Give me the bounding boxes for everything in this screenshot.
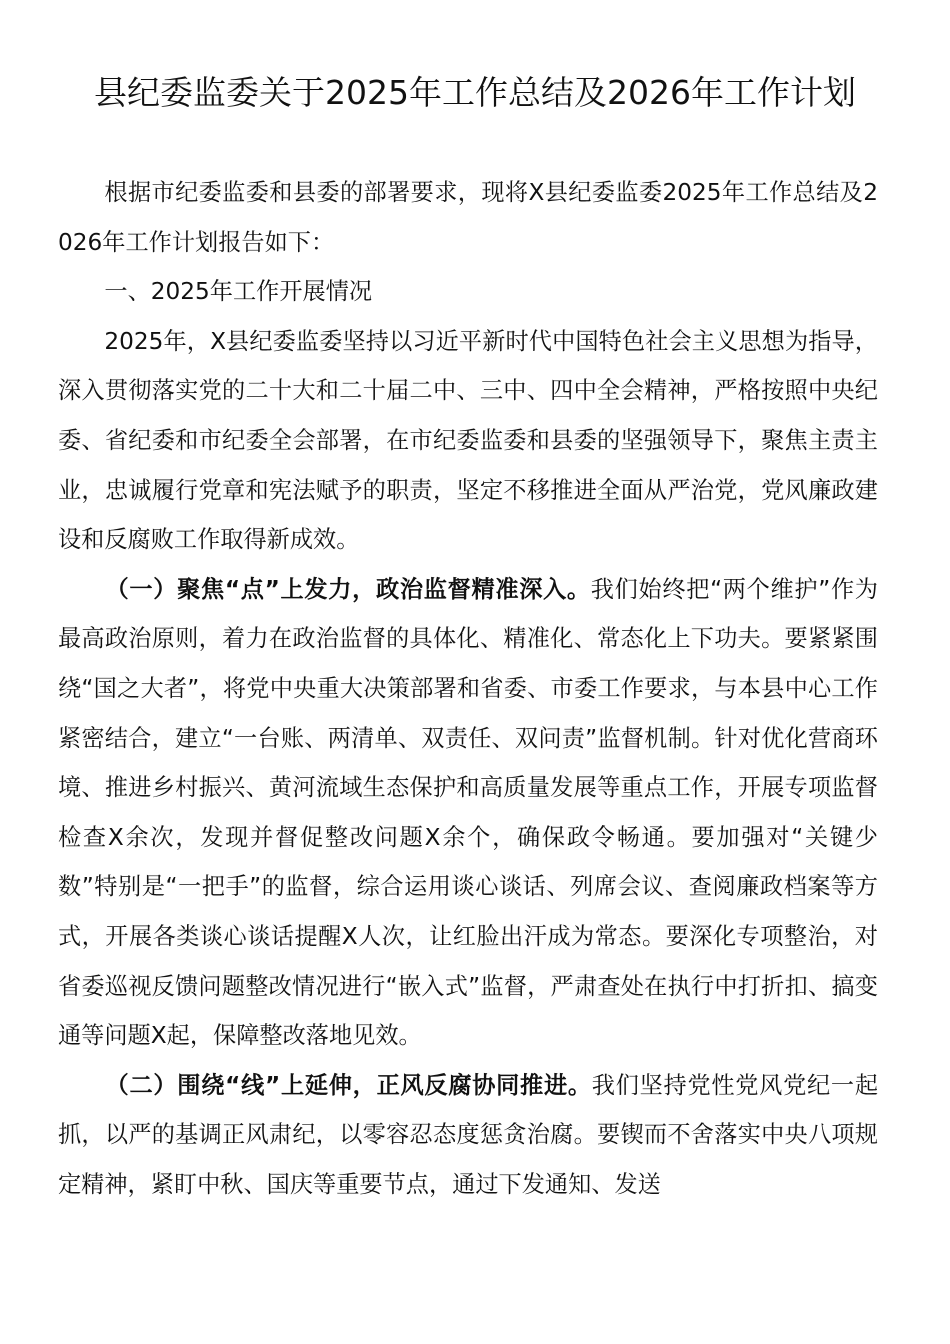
subsection-text-1: 我们始终把“两个维护”作为最高政治原则，着力在政治监督的具体化、精准化、常态化上下功夫。要紧紧围绕“国之大者”，将党中央重大决策部署和省委、市委工作要求，与本县中心工作紧密结合，建立“一台账、两清单、双责任、双问责”监督机制。针对优化营商环境、推进乡村振兴、黄河流域生态保护和高质量发展等重点工作，开展专项监督检查X余次，发现并督促整改问题X余个，确保政令畅通。要加强对“关键少数”特别是“一把手”的监督，综合运用谈心谈话、列席会议、查阅廉政档案等方式，开展各类谈心谈话提醒X人次，让红脸出汗成为常态。要深化专项整治，对省委巡视反馈问题整改情况进行“嵌入式”监督，严肃查处在执行中打折扣、搞变通等问题X起，保障整改落地见效。 <box>58 575 878 1050</box>
section-heading: 一、2025年工作开展情况 <box>104 278 373 306</box>
subsection-paragraph-2 <box>58 1061 878 1210</box>
intro-paragraph: 根据市纪委监委和县委的部署要求，现将X县纪委监委2025年工作总结及2026年工作计划报告如下： <box>58 179 878 256</box>
subsection-text-2: 我们坚持党性党风党纪一起抓，以严的基调正风肃纪，以零容忍态度惩贪治腐。要锲而不舍落实中央八项规定精神，紧盯中秋、国庆等重要节点，通过下发通知、发送 <box>58 1071 879 1198</box>
document-body <box>58 168 878 1209</box>
subsection-paragraph-1 <box>58 565 878 1061</box>
subsection-heading-2: （二）围绕“线”上延伸，正风反腐协同推进。 <box>105 1071 592 1099</box>
body-paragraph: 2025年，X县纪委监委坚持以习近平新时代中国特色社会主义思想为指导，深入贯彻落实党的二十大和二十届二中、三中、四中全会精神，严格按照中央纪委、省纪委和市纪委全会部署，在市纪委监委和县委的坚强领导下，聚焦主责主业，忠诚履行党章和宪法赋予的职责，坚定不移推进全面从严治党，党风廉政建设和反腐败工作取得新成效。 <box>58 327 878 554</box>
subsection-heading-1: （一）聚焦“点”上发力，政治监督精准深入。 <box>105 575 591 603</box>
document-title: 县纪委监委关于2025年工作总结及2026年工作计划 <box>94 73 856 112</box>
